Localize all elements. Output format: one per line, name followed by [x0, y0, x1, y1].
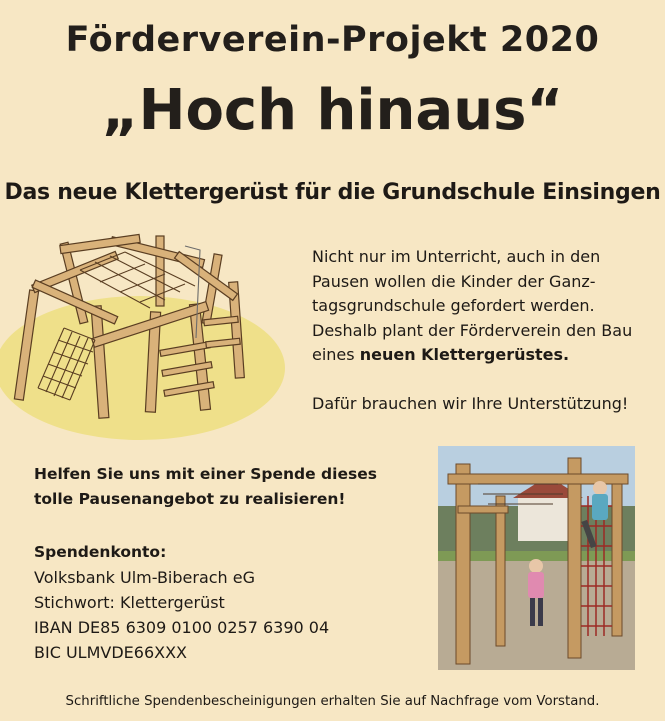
- appeal-line-1: Helfen Sie uns mit einer Spende dieses: [34, 465, 377, 483]
- donation-account: [34, 540, 424, 665]
- support-call: Dafür brauchen wir Ihre Unterstützung!: [312, 393, 629, 413]
- account-label: Spendenkonto:: [34, 543, 167, 561]
- intro-text: [312, 245, 652, 416]
- playground-climbing-photo: [438, 446, 635, 670]
- page-title: Förderverein-Projekt 2020: [65, 20, 600, 60]
- intro-body: Nicht nur im Unterricht, auch in den Pausen wollen die Kinder der Ganz-tagsgrundschule gefordert werden. Deshalb plant der Förderverein den Bau eines: [312, 247, 633, 364]
- donation-appeal: [34, 462, 414, 512]
- footer-note: Schriftliche Spendenbescheinigungen erhalten Sie auf Nachfrage vom Vorstand.: [65, 694, 600, 709]
- appeal-line-2: tolle Pausenangebot zu realisieren!: [34, 490, 346, 508]
- climbing-frame-drawing: [0, 228, 300, 443]
- account-bic: BIC ULMVDE66XXX: [34, 643, 187, 662]
- project-subtitle: Das neue Klettergerüst für die Grundschule Einsingen: [4, 180, 661, 205]
- intro-highlight: neuen Klettergerüstes.: [359, 345, 570, 364]
- account-keyword: Stichwort: Klettergerüst: [34, 593, 225, 612]
- intro-paragraph: [312, 245, 652, 368]
- account-iban: IBAN DE85 6309 0100 0257 6390 04: [34, 618, 330, 637]
- account-bank: Volksbank Ulm-Biberach eG: [34, 568, 256, 587]
- project-headline: „Hoch hinaus“: [101, 78, 564, 143]
